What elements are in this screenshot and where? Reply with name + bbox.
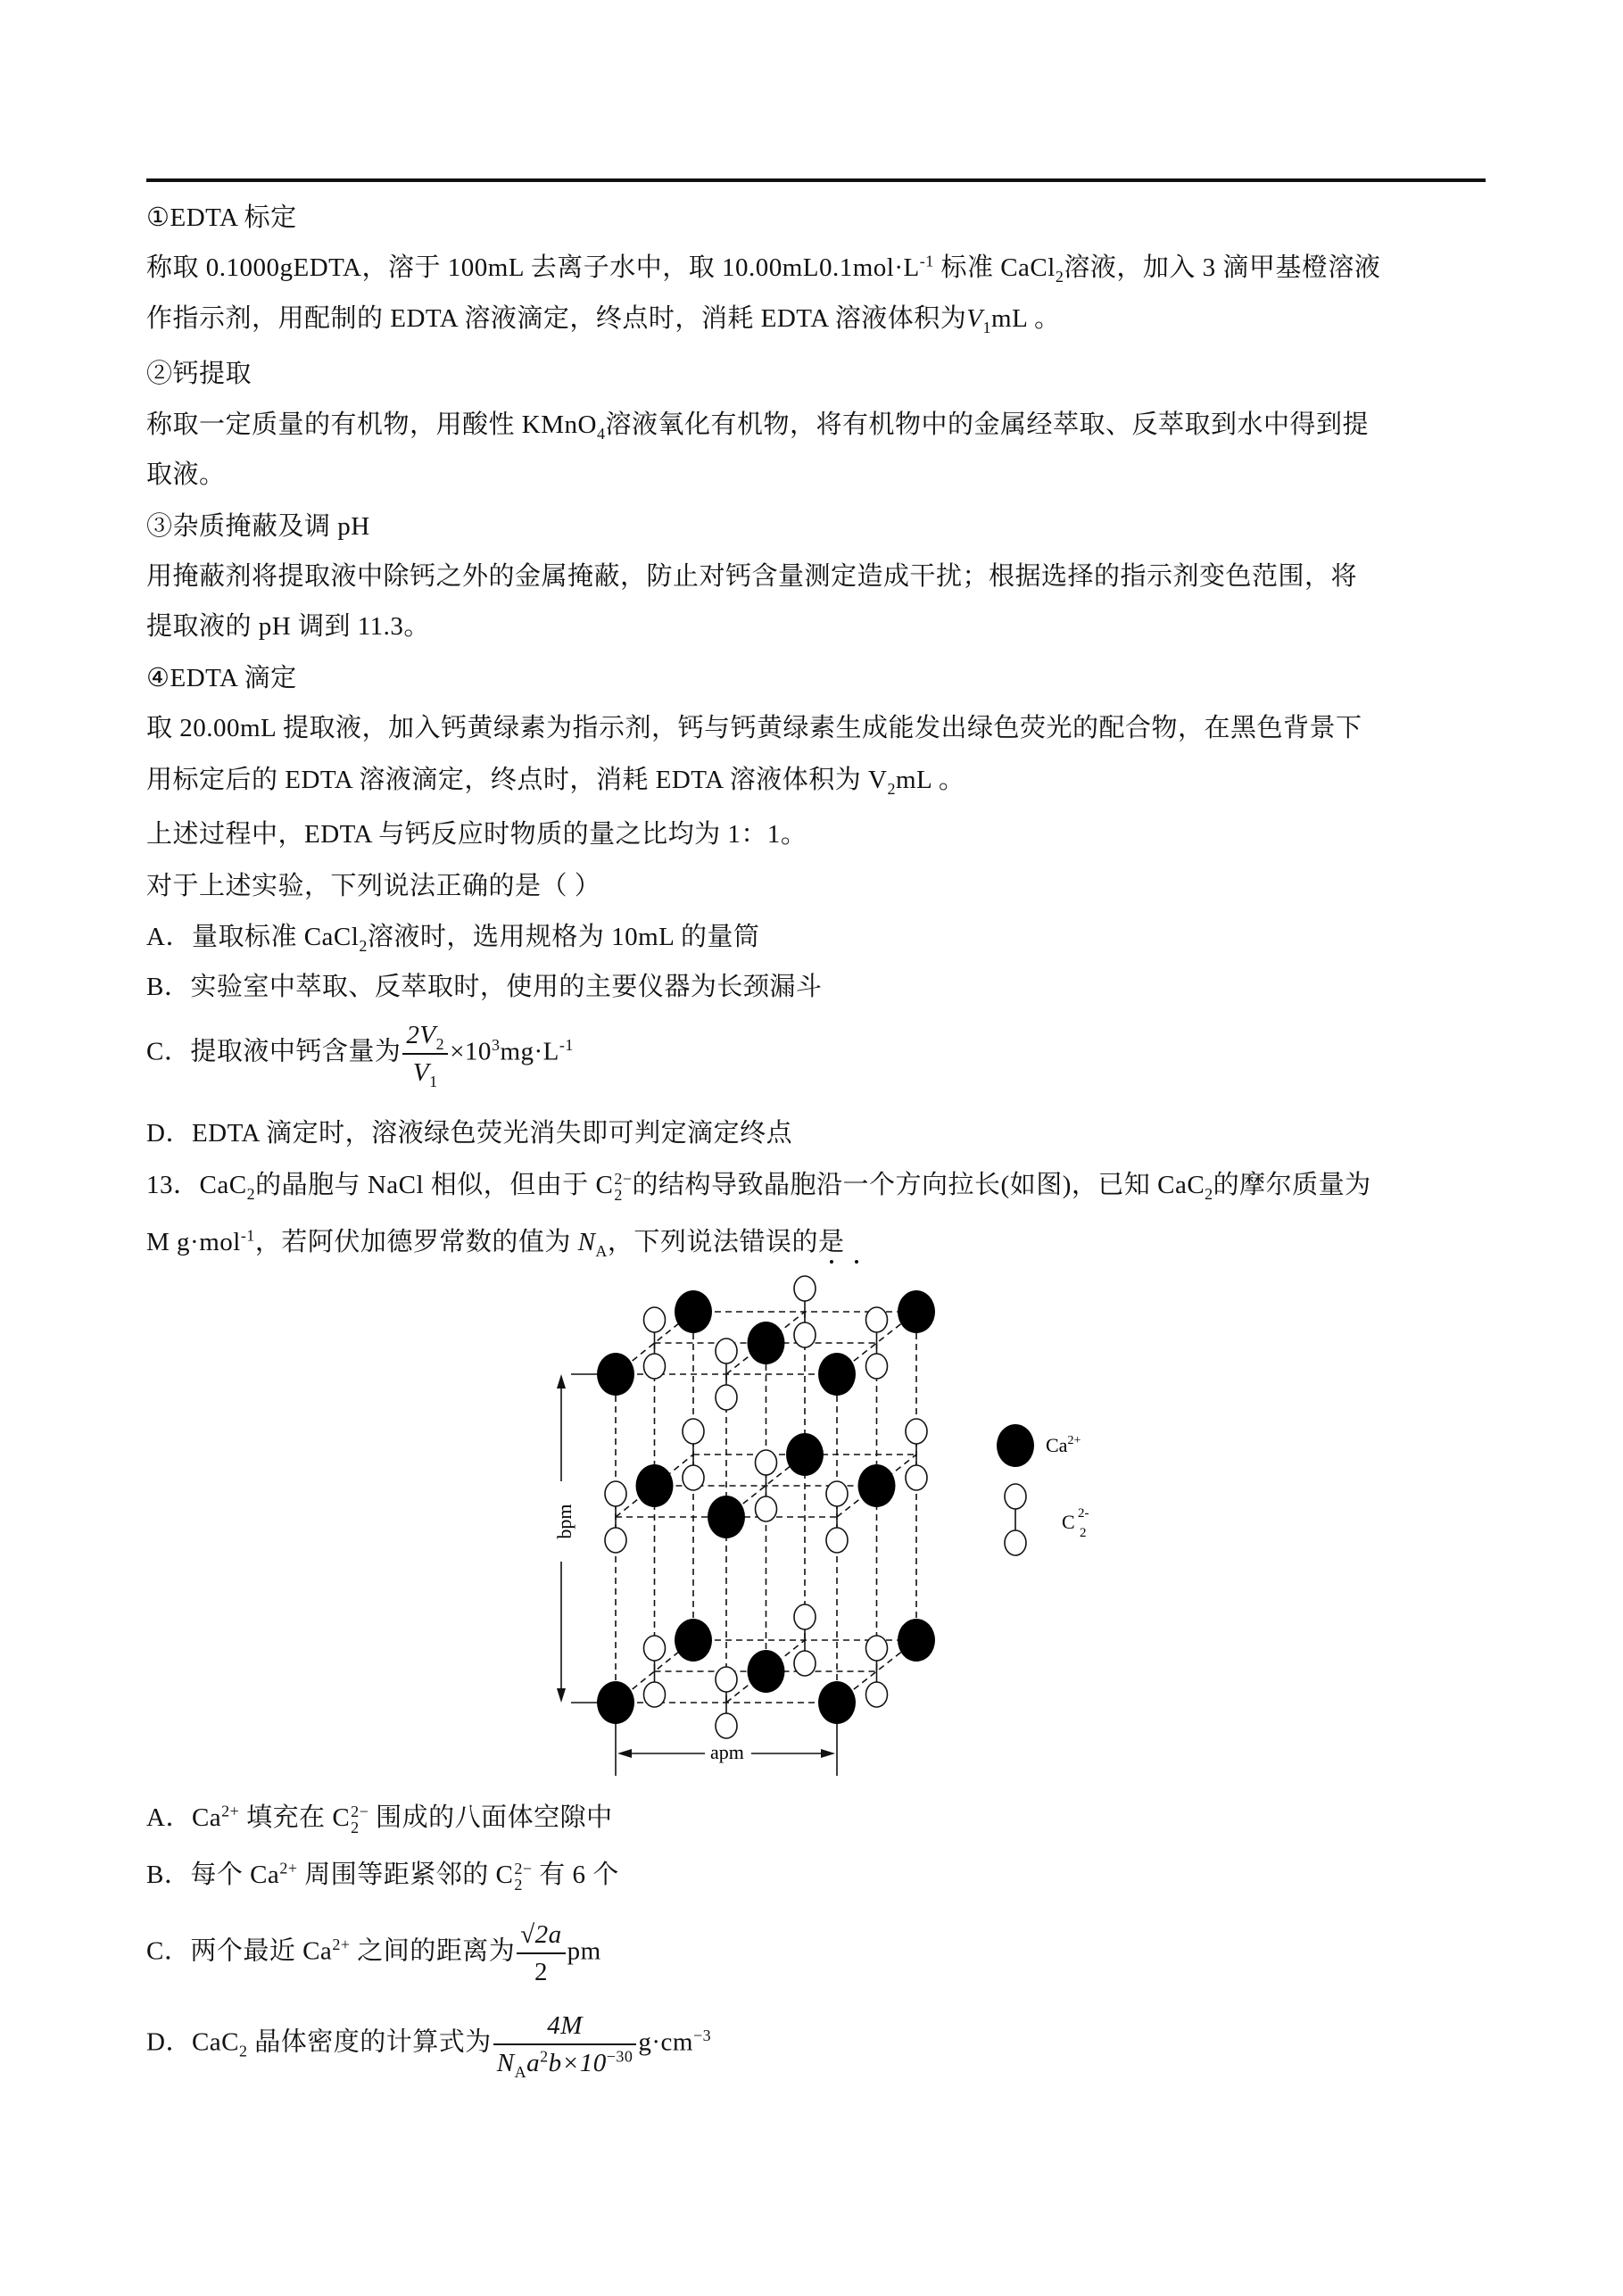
step1-title: ①EDTA 标定 xyxy=(146,203,297,232)
c2-atom xyxy=(683,1465,704,1490)
q13-option-d[interactable]: D．CaC$_2$ 晶体密度的计算式为 $\frac{4M}{N_Aa^2b\times 10^{-30}}$ $g\cdot cm^{-3}$ xyxy=(146,2008,711,2081)
legend-c2-subscript: 2 xyxy=(1080,1526,1087,1540)
ca-ion xyxy=(597,1681,634,1724)
c2-atom xyxy=(756,1496,777,1521)
q13-option-c[interactable]: C．两个最近 $Ca^{2+}$ 之间的距离为 $\frac{√2a}{2}$ pm xyxy=(146,1917,601,1990)
step4-line2: 用标定后的 EDTA 溶液滴定，终点时，消耗 EDTA 溶液体积为 $V_2mL$ 。 xyxy=(146,766,965,798)
step2-line1: 称取一定质量的有机物，用酸性 KMnO$_4$溶液氧化有机物，将有机物中的金属经萃取、反萃取到水中得到提 xyxy=(146,410,1369,443)
c2-atom xyxy=(826,1481,848,1506)
dimension-b-label: bpm xyxy=(553,1504,576,1539)
c2-atom xyxy=(866,1354,888,1379)
c2-atom xyxy=(794,1276,816,1301)
c2-atom xyxy=(866,1636,888,1661)
emphasized-word: 错误 xyxy=(739,1228,792,1256)
ca-ion xyxy=(636,1464,674,1507)
legend-c2-charge: 2- xyxy=(1078,1506,1089,1521)
step3-line2: 提取液的 pH 调到 11.3。 xyxy=(146,612,430,641)
ca-ion xyxy=(818,1353,856,1396)
q13-option-a[interactable]: A．$Ca^{2+}$ 填充在 C 2− 2 围成的八面体空隙中 xyxy=(146,1802,613,1837)
step4-title: ④EDTA 滴定 xyxy=(146,664,297,692)
c2-atom xyxy=(605,1481,626,1506)
question-13-line2: M g·mol$^{-1}$，若阿伏加德罗常数的值为 $N_A$，下列说法错误的是 xyxy=(146,1226,845,1260)
ca-ion xyxy=(597,1353,634,1396)
c2-atom xyxy=(1005,1530,1026,1555)
c2-atom xyxy=(716,1339,737,1364)
arrowhead-icon xyxy=(617,1749,632,1758)
arrowhead-icon xyxy=(557,1688,566,1703)
arrowhead-icon xyxy=(821,1749,835,1758)
legend-ca-label: $Ca^{2+}$ xyxy=(1046,1434,1081,1456)
ca-ion xyxy=(898,1619,935,1662)
ratio-statement: 上述过程中，EDTA 与钙反应时物质的量之比均为 1：1。 xyxy=(146,820,807,849)
calcium-content-fraction: $\frac{2V_2}{V_1}$ xyxy=(402,1017,448,1090)
question-12-stem: 对于上述实验，下列说法正确的是（ ） xyxy=(146,872,601,900)
c2-atom xyxy=(866,1307,888,1332)
c2-atom xyxy=(716,1385,737,1410)
distance-fraction: $\frac{√2a}{2}$ xyxy=(517,1917,565,1990)
ca-ion xyxy=(708,1496,745,1538)
q12-option-d[interactable]: D．EDTA 滴定时，溶液绿色荧光消失即可判定滴定终点 xyxy=(146,1119,793,1148)
c2-atom xyxy=(644,1307,666,1332)
q12-option-c[interactable]: C．提取液中钙含量为 $\frac{2V_2}{V_1}$ $\times 10^3mg\cdot L^{-1}$ xyxy=(146,1017,574,1090)
step3-line1: 用掩蔽剂将提取液中除钙之外的金属掩蔽，防止对钙含量测定造成干扰；根据选择的指示剂变色范围，将 xyxy=(146,562,1358,591)
ca-ion xyxy=(997,1424,1034,1467)
step3-title: ③杂质掩蔽及调 pH xyxy=(146,512,370,541)
c2-atom xyxy=(644,1682,666,1707)
ca-ion xyxy=(786,1433,824,1476)
density-fraction: $\frac{4M}{N_Aa^2b\times 10^{-30}}$ xyxy=(493,2008,637,2081)
c2-atom xyxy=(794,1322,816,1347)
c2-atom xyxy=(683,1419,704,1444)
ca-ion xyxy=(748,1322,785,1364)
c2-atom xyxy=(826,1528,848,1553)
step2-line2: 取液。 xyxy=(146,460,226,489)
c2-atom xyxy=(644,1354,666,1379)
ca-ion xyxy=(898,1290,935,1333)
ca-ion xyxy=(858,1464,896,1507)
c2-atom xyxy=(866,1682,888,1707)
question-13-line1: 13．CaC$_2$的晶胞与 NaCl 相似，但由于 C 2− 2 的结构导致晶胞沿一个方向拉长(如图)，已知 CaC$_2$的摩尔质量为 xyxy=(146,1170,1371,1205)
ca-ion xyxy=(675,1290,712,1333)
step2-title: ②钙提取 xyxy=(146,360,253,388)
step1-line2: 作指示剂，用配制的 EDTA 溶液滴定，终点时，消耗 EDTA 溶液体积为$V_1mL$ 。 xyxy=(146,304,1061,336)
c2-atom xyxy=(605,1528,626,1553)
c2-atom xyxy=(794,1651,816,1676)
c2-atom xyxy=(644,1636,666,1661)
ca-ion xyxy=(675,1619,712,1662)
c2-atom xyxy=(716,1713,737,1738)
ca-ion xyxy=(748,1650,785,1693)
legend-c2-label: C xyxy=(1062,1511,1075,1533)
c2-atom xyxy=(716,1667,737,1692)
c2-atom xyxy=(906,1419,927,1444)
dimension-a-label: apm xyxy=(710,1741,744,1763)
q12-option-b[interactable]: B．实验室中萃取、反萃取时，使用的主要仪器为长颈漏斗 xyxy=(146,973,823,1001)
q13-option-b[interactable]: B．每个 $Ca^{2+}$ 周围等距紧邻的 C 2− 2 有 6 个 xyxy=(146,1859,619,1894)
step4-line1: 取 20.00mL 提取液，加入钙黄绿素为指示剂，钙与钙黄绿素生成能发出绿色荧光的配合物，在黑色背景下 xyxy=(146,714,1362,742)
c2-atom xyxy=(1005,1484,1026,1509)
q12-option-a[interactable]: A．量取标准 CaCl$_2$溶液时，选用规格为 10mL 的量筒 xyxy=(146,923,760,955)
arrowhead-icon xyxy=(557,1374,566,1388)
c2-atom xyxy=(906,1465,927,1490)
step1-line1: 称取 0.1000gEDTA，溶于 100mL 去离子水中，取 $10.00mL0.1mol\cdot L^{-1}$ 标准 CaCl$_2$溶液，加入 3 滴甲基橙溶液 xyxy=(146,252,1381,286)
c2-atom xyxy=(794,1604,816,1629)
ca-ion xyxy=(818,1681,856,1724)
c2-atom xyxy=(756,1450,777,1475)
